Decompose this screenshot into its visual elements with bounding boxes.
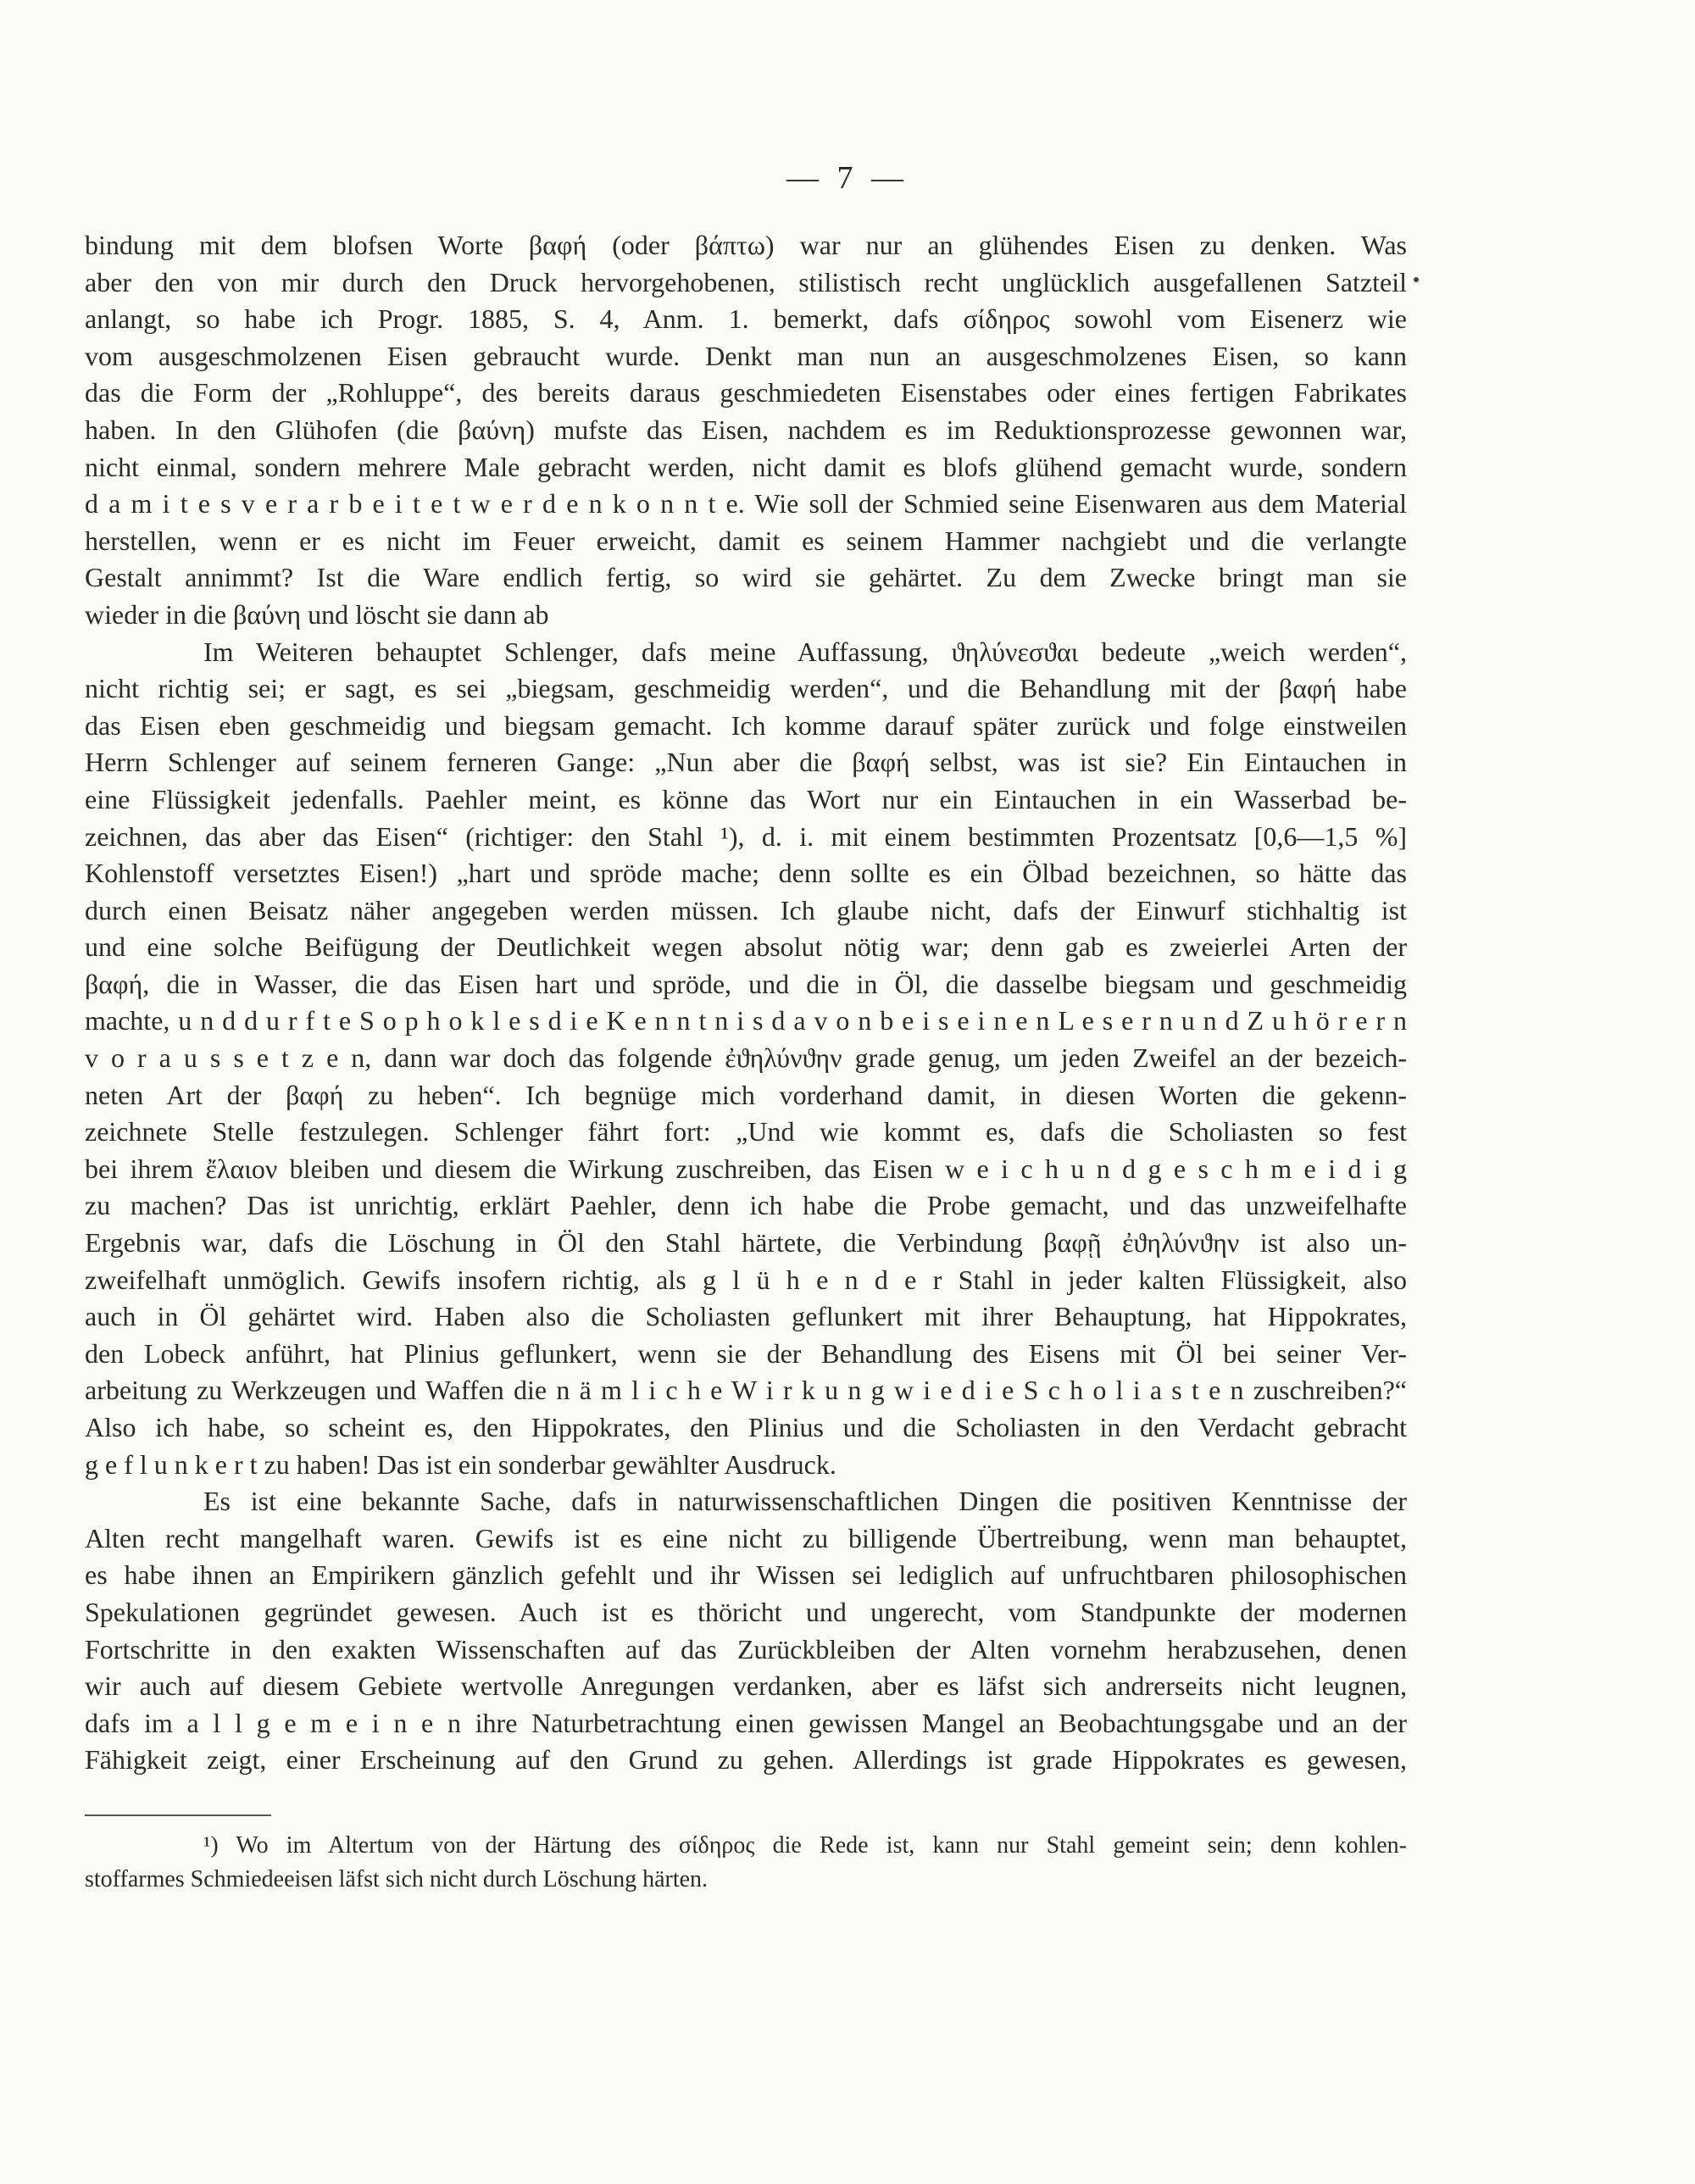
text-line: g e f l u n k e r t zu haben! Das ist ein sonderbar gewählter Ausdruck.: [85, 1448, 836, 1480]
footnotes: [85, 1829, 1407, 1897]
text-line: βαφή, die in Wasser, die das Eisen hart und spröde, und die in Öl, die dasselbe biegsam und geschmeidig: [85, 968, 1407, 999]
text-line: eine Flüssigkeit jedenfalls. Paehler meint, es könne das Wort nur ein Eintauchen in ein Wasserbad be-: [85, 783, 1407, 814]
text-line: Alten recht mangelhaft waren. Gewifs ist es eine nicht zu billigende Übertreibung, wenn man behauptet,: [85, 1522, 1407, 1553]
text-line: wieder in die βαύνη und löscht sie dann ab: [85, 598, 549, 630]
text-line: Also ich habe, so scheint es, den Hippokrates, den Plinius und die Scholiasten in den Verdacht gebracht: [85, 1412, 1407, 1442]
text-line: Spekulationen gegründet gewesen. Auch ist es thöricht und ungerecht, vom Standpunkte der modernen: [85, 1596, 1407, 1627]
text-line: wir auch auf diesem Gebiete wertvolle Anregungen verdanken, aber es läfst sich andrerseits nicht leugnen,: [85, 1670, 1407, 1702]
text-line: nicht einmal, sondern mehrere Male gebracht werden, nicht damit es blofs glühend gemacht wurde, sondern: [85, 451, 1407, 482]
page-number: — 7 —: [786, 160, 909, 196]
text-line: aber den von mir durch den Druck hervorgehobenen, stilistisch recht unglücklich ausgefallenen Satzteil: [85, 266, 1407, 297]
footnote-line: stoffarmes Schmiedeeisen läfst sich nicht durch Löschung härten.: [85, 1866, 709, 1892]
text-line: neten Art der βαφή zu heben“. Ich begnüge mich vorderhand damit, in diesen Worten die gekenn-: [85, 1079, 1407, 1110]
text-line: durch einen Beisatz näher angegeben werden müssen. Ich glaube nicht, dafs der Einwurf stichhaltig ist: [85, 894, 1407, 925]
text-line: anlangt, so habe ich Progr. 1885, S. 4, Anm. 1. bemerkt, dafs σίδηρος sowohl vom Eisenerz wie: [85, 303, 1407, 335]
margin-dot: [1414, 277, 1419, 282]
text-line: haben. In den Glühofen (die βαύνη) mufste das Eisen, nachdem es im Reduktionsprozesse gewonnen war,: [85, 414, 1407, 445]
text-line: dafs im a l l g e m e i n e n ihre Naturbetrachtung einen gewissen Mangel an Beobachtungsgabe und an der: [85, 1707, 1407, 1738]
text-line: das die Form der „Rohluppe“, des bereits daraus geschmiedeten Eisenstabes oder eines fertigen Fabrikates: [85, 377, 1407, 408]
text-line: und eine solche Beifügung der Deutlichkeit wegen absolut nötig war; denn gab es zweierlei Arten der: [85, 931, 1407, 963]
text-line: Ergebnis war, dafs die Löschung in Öl den Stahl härtete, die Verbindung βαφῇ ἐϑηλύνϑην ist also un-: [85, 1227, 1407, 1259]
text-line: v o r a u s s e t z e n, dann war doch das folgende ἐϑηλύνϑην grade genug, um jeden Zweifel an der bezeich-: [85, 1042, 1407, 1074]
text-line: bindung mit dem blofsen Worte βαφή (oder βάπτω) war nur an glühendes Eisen zu denken. Was: [85, 230, 1407, 260]
text-line: Im Weiteren behauptet Schlenger, dafs meine Auffassung, ϑηλύνεσϑαι bedeute „weich werden“,: [203, 636, 1407, 667]
text-line: den Lobeck anführt, hat Plinius geflunkert, wenn sie der Behandlung des Eisens mit Öl bei seiner Ver-: [85, 1337, 1407, 1369]
text-line: Es ist eine bekannte Sache, dafs in naturwissenschaftlichen Dingen die positiven Kenntnisse der: [203, 1486, 1407, 1517]
text-line: bei ihrem ἔλαιον bleiben und diesem die Wirkung zuschreiben, das Eisen w e i c h u n d g e s c h m e i d i g: [85, 1153, 1407, 1184]
text-line: Fortschritte in den exakten Wissenschaften auf das Zurückbleiben der Alten vornehm herabzusehen, denen: [85, 1633, 1407, 1664]
text-line: nicht richtig sei; er sagt, es sei „biegsam, geschmeidig werden“, und die Behandlung mit der βαφή habe: [85, 673, 1407, 704]
text-line: arbeitung zu Werkzeugen und Waffen die n ä m l i c h e W i r k u n g w i e d i e S c h o l i a s t e n zuschreiben?“: [85, 1375, 1407, 1406]
text-line: es habe ihnen an Empirikern gänzlich gefehlt und ihr Wissen sei lediglich auf unfruchtbaren philosophischen: [85, 1559, 1407, 1591]
text-line: zweifelhaft unmöglich. Gewifs insofern richtig, als g l ü h e n d e r Stahl in jeder kalten Flüssigkeit, also: [85, 1264, 1407, 1295]
text-line: zeichnete Stelle festzulegen. Schlenger fährt fort: „Und wie kommt es, dafs die Scholiasten so fest: [85, 1116, 1407, 1148]
text-line: Fähigkeit zeigt, einer Erscheinung auf den Grund zu gehen. Allerdings ist grade Hippokrates es gewesen,: [85, 1744, 1407, 1776]
body-text: [85, 227, 1407, 1779]
text-line: zeichnen, das aber das Eisen“ (richtiger: den Stahl ¹), d. i. mit einem bestimmten Prozentsatz [0,6—1,5 %]: [85, 820, 1407, 852]
text-line: machte, u n d d u r f t e S o p h o k l e s d i e K e n n t n i s d a v o n b e i s e i n e n L e s e r n u n d Z u h ö r e r n: [85, 1005, 1407, 1036]
footnote-line: ¹) Wo im Altertum von der Härtung des σίδηρος die Rede ist, kann nur Stahl gemeint sein; denn kohlen-: [203, 1832, 1407, 1859]
text-line: vom ausgeschmolzenen Eisen gebraucht wurde. Denkt man nun an ausgeschmolzenes Eisen, so kann: [85, 340, 1407, 371]
text-line: d a m i t e s v e r a r b e i t e t w e r d e n k o n n t e. Wie soll der Schmied seine Eisenwaren aus dem Material: [85, 488, 1407, 520]
text-line: Gestalt annimmt? Ist die Ware endlich fertig, so wird sie gehärtet. Zu dem Zwecke bringt man sie: [85, 562, 1407, 593]
footnote-divider: [85, 1814, 271, 1816]
text-line: Kohlenstoff versetztes Eisen!) „hart und spröde mache; denn sollte es ein Ölbad bezeichnen, so hätte das: [85, 858, 1407, 889]
text-line: zu machen? Das ist unrichtig, erklärt Paehler, denn ich habe die Probe gemacht, und das unzweifelhafte: [85, 1190, 1407, 1221]
text-line: Herrn Schlenger auf seinem ferneren Gange: „Nun aber die βαφή selbst, was ist sie? Ein Eintauchen in: [85, 747, 1407, 778]
text-line: herstellen, wenn er es nicht im Feuer erweicht, damit es seinem Hammer nachgiebt und die verlangte: [85, 525, 1407, 556]
text-line: das Eisen eben geschmeidig und biegsam gemacht. Ich komme darauf später zurück und folge einstweilen: [85, 709, 1407, 741]
text-line: auch in Öl gehärtet wird. Haben also die Scholiasten geflunkert mit ihrer Behauptung, hat Hippokrates,: [85, 1301, 1407, 1332]
